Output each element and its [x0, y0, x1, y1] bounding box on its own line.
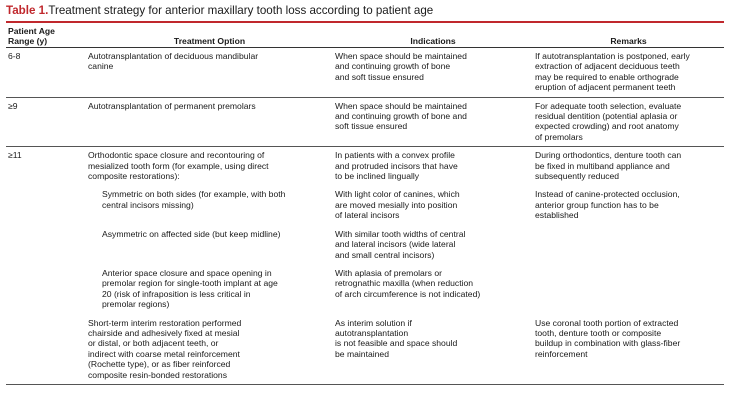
table-row: [6, 147, 724, 182]
cell-line: autotransplantation: [335, 327, 409, 338]
cell-line: Autotransplantation of deciduous mandibular: [88, 51, 259, 61]
cell-line: Orthodontic space closure and recontouring of: [88, 150, 265, 161]
indications-cell: [333, 147, 533, 182]
cell-line: premolar regions): [102, 299, 170, 310]
remarks-cell: [533, 260, 724, 310]
cell-line: and protruded incisors that have: [335, 160, 458, 171]
cell-line: may be required to enable orthograde: [535, 71, 679, 82]
cell-line: extraction of adjacent deciduous teeth: [535, 61, 680, 72]
cell-line: When space should be maintained: [335, 51, 467, 61]
cell-line: As interim solution if: [335, 317, 412, 328]
indications-cell: [333, 260, 533, 310]
cell-line: Autotransplantation of permanent premolars: [88, 100, 256, 111]
cell-line: and soft tissue ensured: [335, 71, 424, 82]
age-cell: ≥9: [6, 97, 86, 147]
cell-line: Use coronal tooth portion of extracted: [535, 317, 679, 328]
header-age: [6, 23, 86, 48]
cell-line: reinforcement: [535, 348, 588, 359]
age-cell: 6-8: [6, 48, 86, 98]
table-row: [6, 221, 724, 260]
cell-line: anterior group function has to be: [535, 199, 659, 210]
option-cell: [86, 147, 333, 182]
cell-line: established: [535, 210, 579, 221]
cell-line: In patients with a convex profile: [335, 150, 455, 161]
header-indications: Indications: [410, 36, 456, 46]
cell-line: With aplasia of premolars or: [335, 267, 442, 278]
remarks-cell: [533, 48, 724, 98]
indications-cell: [333, 221, 533, 260]
option-cell: [86, 97, 333, 147]
cell-line: and continuing growth of bone and: [335, 111, 467, 122]
table-body: [6, 48, 724, 385]
cell-line: For adequate tooth selection, evaluate: [535, 100, 682, 111]
cell-line: of lateral incisors: [335, 210, 400, 221]
cell-line: to be inclined lingually: [335, 171, 420, 182]
cell-line: composite resin-bonded restorations: [88, 369, 228, 380]
cell-line: eruption of adjacent permanent teeth: [535, 82, 676, 93]
remarks-cell: [533, 181, 724, 220]
cell-line: During orthodontics, denture tooth can: [535, 150, 682, 161]
table-row: [6, 48, 724, 98]
option-cell: [86, 181, 333, 220]
cell-line: When space should be maintained: [335, 100, 467, 111]
cell-line: is not feasible and space should: [335, 338, 458, 349]
table-row: [6, 97, 724, 147]
indications-cell: [333, 48, 533, 98]
cell-line: expected crowding) and root anatomy: [535, 121, 679, 132]
cell-line: subsequently reduced: [535, 171, 620, 182]
option-cell: [86, 310, 333, 385]
age-cell: [6, 260, 86, 310]
remarks-cell: [533, 310, 724, 385]
remarks-cell: [533, 147, 724, 182]
cell-line: If autotransplantation is postponed, early: [535, 51, 690, 61]
cell-line: be maintained: [335, 348, 389, 359]
indications-cell: [333, 310, 533, 385]
remarks-cell: [533, 97, 724, 147]
table-caption: [6, 0, 724, 21]
age-cell: [6, 310, 86, 385]
cell-line: tooth, denture tooth or composite: [535, 327, 662, 338]
header-row: [6, 23, 724, 48]
cell-line: retrognathic maxilla (when reduction: [335, 278, 474, 289]
cell-line: and continuing growth of bone: [335, 61, 451, 72]
treatment-table: [6, 23, 724, 385]
cell-line: are moved mesially into position: [335, 199, 458, 210]
cell-line: and lateral incisors (wide lateral: [335, 239, 456, 250]
cell-line: Instead of canine-protected occlusion,: [535, 189, 680, 200]
cell-line: be fixed in multiband appliance and: [535, 160, 670, 171]
option-cell: [86, 221, 333, 260]
header-age-line2: Range (y): [8, 36, 48, 46]
cell-line: chairside and adhesively fixed at mesial: [88, 327, 240, 338]
cell-line: indirect with coarse metal reinforcement: [88, 348, 240, 359]
cell-line: Asymmetric on affected side (but keep midline): [102, 228, 281, 239]
table-row: [6, 310, 724, 385]
cell-line: of arch circumference is not indicated): [335, 288, 481, 299]
cell-line: mesialized tooth form (for example, using direct: [88, 160, 269, 171]
cell-line: of premolars: [535, 131, 583, 142]
cell-line: and small central incisors): [335, 249, 435, 260]
option-cell: [86, 260, 333, 310]
cell-line: composite restorations):: [88, 171, 180, 182]
cell-line: Symmetric on both sides (for example, with both: [102, 189, 286, 200]
header-option: Treatment Option: [173, 36, 246, 46]
remarks-cell: [533, 221, 724, 260]
option-cell: [86, 48, 333, 98]
cell-line: premolar region for single-tooth implant at age: [102, 278, 278, 289]
cell-line: or distal, or both adjacent teeth, or: [88, 338, 219, 349]
age-cell: ≥11: [8, 150, 22, 161]
caption-text: Treatment strategy for anterior maxillary tooth loss according to patient age: [48, 4, 434, 17]
cell-line: central incisors missing): [102, 199, 194, 210]
indications-cell: [333, 181, 533, 220]
cell-line: Anterior space closure and space opening in: [102, 267, 272, 278]
header-remarks: Remarks: [610, 36, 647, 46]
table-row: [6, 260, 724, 310]
cell-line: buildup in combination with glass-fiber: [535, 338, 681, 349]
indications-cell: [333, 97, 533, 147]
header-age-line1: Patient Age: [8, 26, 55, 36]
cell-line: 20 (risk of infraposition is less critical in: [102, 288, 251, 299]
cell-line: With light color of canines, which: [335, 189, 460, 200]
age-cell: [6, 181, 86, 220]
cell-line: residual dentition (potential aplasia or: [535, 111, 678, 122]
cell-line: (Rochette type), or as fiber reinforced: [88, 359, 231, 370]
cell-line: soft tissue ensured: [335, 121, 408, 132]
age-cell: [6, 221, 86, 260]
cell-line: Short-term interim restoration performed: [88, 317, 242, 328]
table-row: [6, 181, 724, 220]
cell-line: With similar tooth widths of central: [335, 228, 466, 239]
cell-line: canine: [88, 61, 114, 72]
caption-label: Table 1.: [6, 4, 49, 17]
